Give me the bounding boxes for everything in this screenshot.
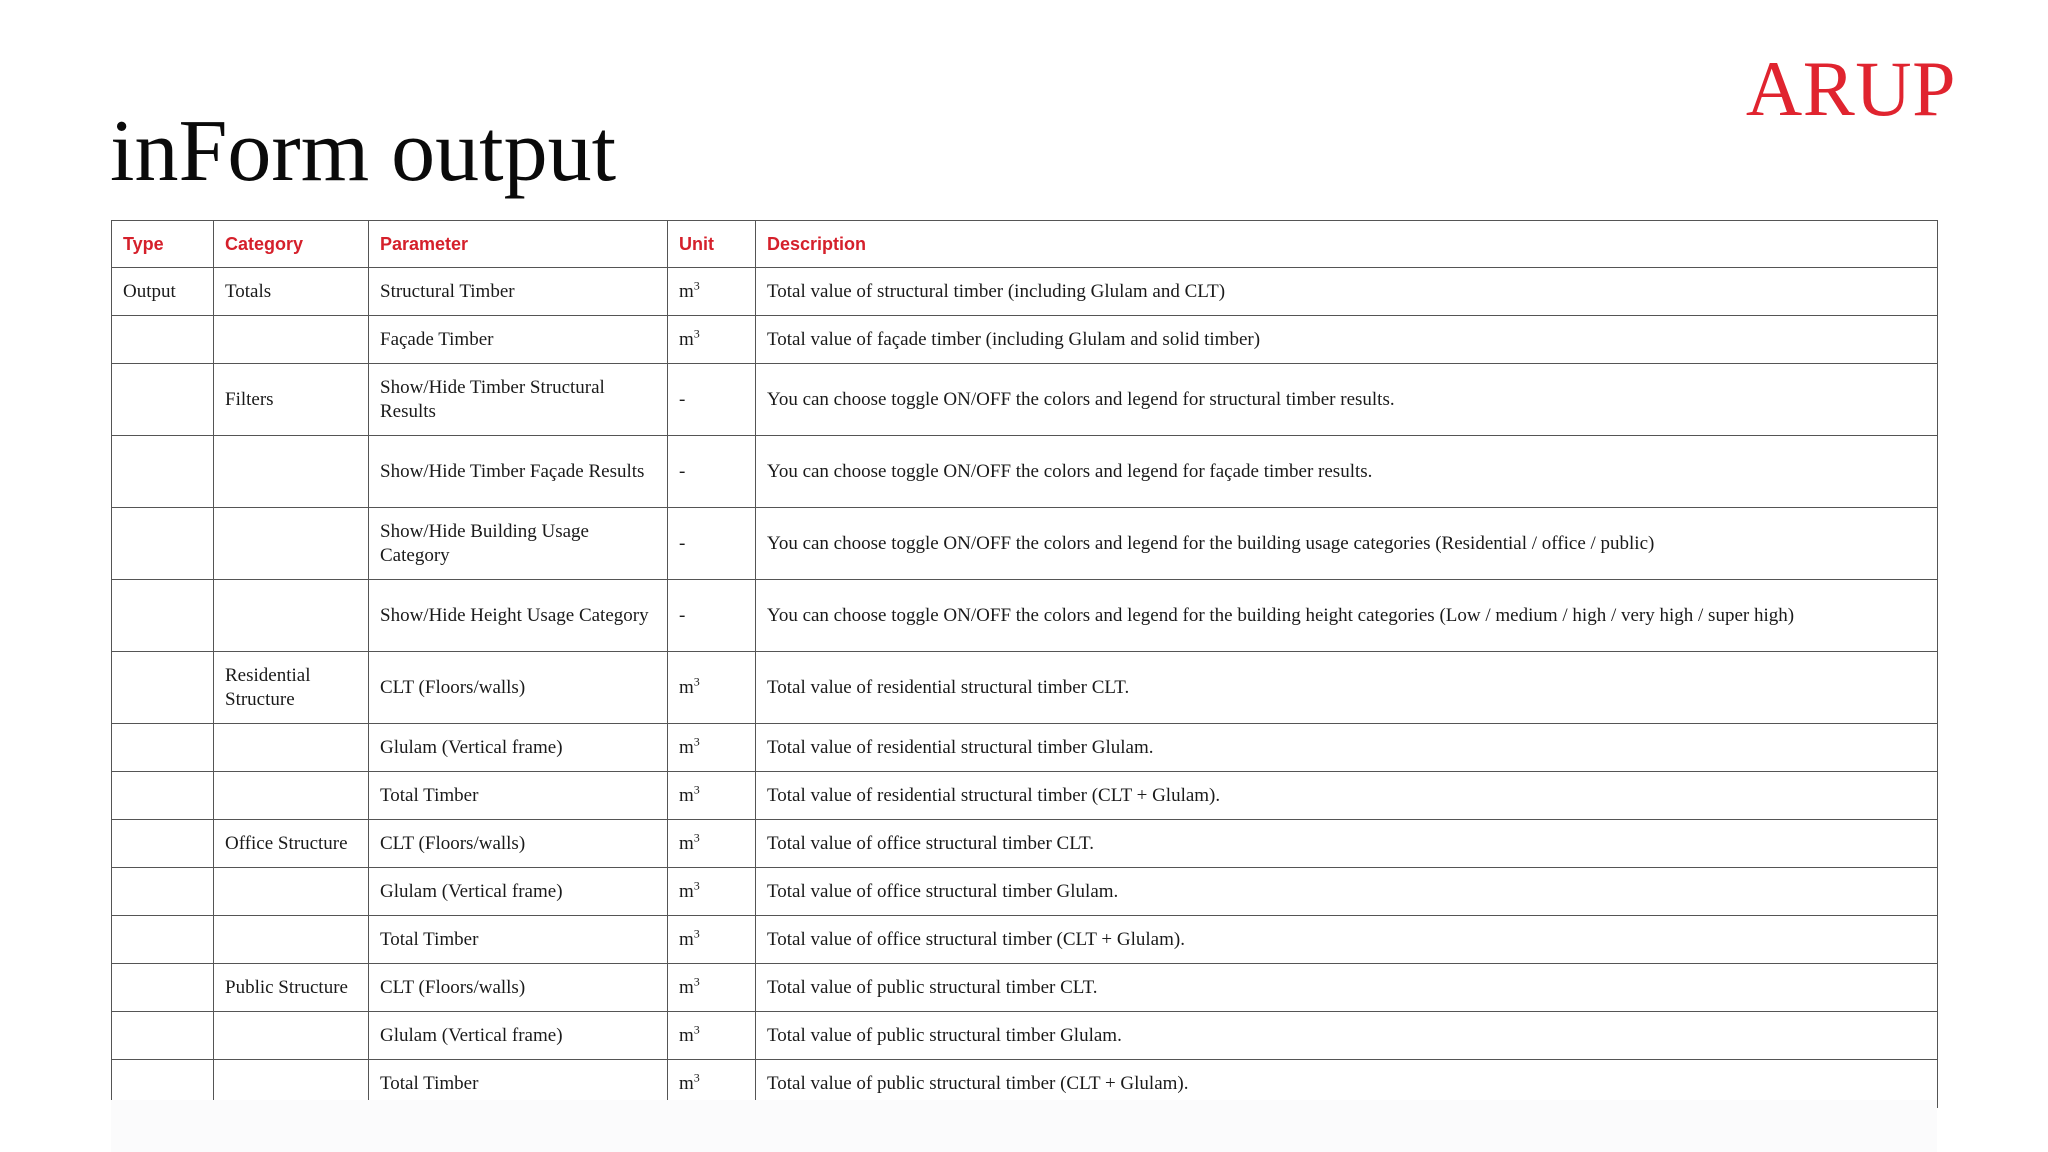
- unit-base: -: [679, 604, 686, 626]
- cell-parameter: Total Timber: [369, 916, 668, 964]
- cell-category: Totals: [214, 268, 369, 316]
- unit-base: m: [679, 832, 694, 854]
- header-category: Category: [214, 221, 369, 268]
- cell-type: [112, 364, 214, 436]
- table-header-row: [112, 221, 1938, 268]
- table-row: [112, 916, 1938, 964]
- cell-parameter: Façade Timber: [369, 316, 668, 364]
- unit-base: m: [679, 1072, 694, 1094]
- unit-exponent: 3: [693, 734, 700, 749]
- cell-unit: [668, 1012, 756, 1060]
- cell-category: [214, 436, 369, 508]
- cell-type: [112, 652, 214, 724]
- table-row: [112, 724, 1938, 772]
- table-row: [112, 268, 1938, 316]
- cell-description: Total value of façade timber (including Glulam and solid timber): [756, 316, 1938, 364]
- cell-description: Total value of residential structural timber Glulam.: [756, 724, 1938, 772]
- unit-base: m: [679, 880, 694, 902]
- cell-description: Total value of residential structural timber CLT.: [756, 652, 1938, 724]
- unit-exponent: 3: [693, 278, 700, 293]
- unit-base: -: [679, 460, 686, 482]
- cell-type: [112, 1012, 214, 1060]
- cell-type: [112, 820, 214, 868]
- unit-exponent: 3: [693, 782, 700, 797]
- unit-exponent: 3: [693, 926, 700, 941]
- cell-parameter: Total Timber: [369, 772, 668, 820]
- cell-description: Total value of office structural timber CLT.: [756, 820, 1938, 868]
- arup-logo: ARUP: [1745, 45, 1956, 132]
- cell-type: [112, 964, 214, 1012]
- unit-base: -: [679, 388, 686, 410]
- cell-type: [112, 436, 214, 508]
- cell-description: You can choose toggle ON/OFF the colors and legend for structural timber results.: [756, 364, 1938, 436]
- header-type: Type: [112, 221, 214, 268]
- cell-unit: [668, 436, 756, 508]
- cell-unit: [668, 964, 756, 1012]
- cell-category: [214, 580, 369, 652]
- cell-category: Office Structure: [214, 820, 369, 868]
- cell-parameter: CLT (Floors/walls): [369, 964, 668, 1012]
- unit-base: m: [679, 976, 694, 998]
- unit-base: m: [679, 676, 694, 698]
- table-row: [112, 508, 1938, 580]
- cell-category: [214, 1012, 369, 1060]
- cell-parameter: Show/Hide Height Usage Category: [369, 580, 668, 652]
- table-row: [112, 652, 1938, 724]
- cell-unit: [668, 364, 756, 436]
- cell-description: You can choose toggle ON/OFF the colors and legend for façade timber results.: [756, 436, 1938, 508]
- unit-base: m: [679, 280, 694, 302]
- cell-category: [214, 868, 369, 916]
- unit-base: m: [679, 1024, 694, 1046]
- cell-parameter: Glulam (Vertical frame): [369, 1012, 668, 1060]
- unit-base: -: [679, 532, 686, 554]
- cell-type: Output: [112, 268, 214, 316]
- cell-unit: [668, 916, 756, 964]
- unit-exponent: 3: [693, 974, 700, 989]
- output-parameters-table: [111, 220, 1938, 1108]
- cell-unit: [668, 652, 756, 724]
- table-row: [112, 820, 1938, 868]
- cell-description: Total value of public structural timber (CLT + Glulam).: [756, 1060, 1938, 1108]
- cell-unit: [668, 868, 756, 916]
- table-row: [112, 1012, 1938, 1060]
- cell-category: Filters: [214, 364, 369, 436]
- header-description: Description: [756, 221, 1938, 268]
- cell-type: [112, 916, 214, 964]
- table-row: [112, 580, 1938, 652]
- unit-exponent: 3: [693, 830, 700, 845]
- unit-base: m: [679, 928, 694, 950]
- page-title: inForm output: [110, 103, 617, 200]
- header-parameter: Parameter: [369, 221, 668, 268]
- cell-description: Total value of public structural timber CLT.: [756, 964, 1938, 1012]
- unit-exponent: 3: [693, 1070, 700, 1085]
- cell-description: You can choose toggle ON/OFF the colors and legend for the building usage categories (Residential / office / public): [756, 508, 1938, 580]
- cell-category: Residential Structure: [214, 652, 369, 724]
- cell-parameter: Total Timber: [369, 1060, 668, 1108]
- unit-exponent: 3: [693, 674, 700, 689]
- cell-category: [214, 772, 369, 820]
- table-row: [112, 436, 1938, 508]
- table-row: [112, 316, 1938, 364]
- cell-type: [112, 316, 214, 364]
- cell-parameter: Show/Hide Timber Structural Results: [369, 364, 668, 436]
- cell-category: [214, 316, 369, 364]
- unit-base: m: [679, 736, 694, 758]
- cell-parameter: CLT (Floors/walls): [369, 820, 668, 868]
- cell-parameter: Glulam (Vertical frame): [369, 868, 668, 916]
- unit-base: m: [679, 784, 694, 806]
- cell-unit: [668, 820, 756, 868]
- cell-parameter: CLT (Floors/walls): [369, 652, 668, 724]
- cell-category: [214, 916, 369, 964]
- unit-exponent: 3: [693, 326, 700, 341]
- cell-unit: [668, 724, 756, 772]
- cell-description: You can choose toggle ON/OFF the colors and legend for the building height categories (Low / medium / high / very high / super high): [756, 580, 1938, 652]
- table-row: [112, 772, 1938, 820]
- cell-category: [214, 724, 369, 772]
- cell-type: [112, 772, 214, 820]
- cell-parameter: Glulam (Vertical frame): [369, 724, 668, 772]
- cell-unit: [668, 580, 756, 652]
- table-row: [112, 964, 1938, 1012]
- cell-unit: [668, 316, 756, 364]
- cell-description: Total value of office structural timber (CLT + Glulam).: [756, 916, 1938, 964]
- cell-description: Total value of office structural timber Glulam.: [756, 868, 1938, 916]
- header-unit: Unit: [668, 221, 756, 268]
- table-row: [112, 364, 1938, 436]
- cell-type: [112, 724, 214, 772]
- cell-parameter: Show/Hide Building Usage Category: [369, 508, 668, 580]
- cell-unit: [668, 508, 756, 580]
- cell-description: Total value of residential structural timber (CLT + Glulam).: [756, 772, 1938, 820]
- unit-base: m: [679, 328, 694, 350]
- unit-exponent: 3: [693, 878, 700, 893]
- cell-type: [112, 508, 214, 580]
- cell-type: [112, 868, 214, 916]
- table-body: [112, 268, 1938, 1108]
- cell-description: Total value of structural timber (including Glulam and CLT): [756, 268, 1938, 316]
- cell-unit: [668, 772, 756, 820]
- cell-description: Total value of public structural timber Glulam.: [756, 1012, 1938, 1060]
- cell-type: [112, 580, 214, 652]
- table-row: [112, 868, 1938, 916]
- cell-category: Public Structure: [214, 964, 369, 1012]
- cell-parameter: Show/Hide Timber Façade Results: [369, 436, 668, 508]
- footer-strip: [111, 1100, 1937, 1152]
- cell-unit: [668, 268, 756, 316]
- cell-category: [214, 508, 369, 580]
- cell-parameter: Structural Timber: [369, 268, 668, 316]
- unit-exponent: 3: [693, 1022, 700, 1037]
